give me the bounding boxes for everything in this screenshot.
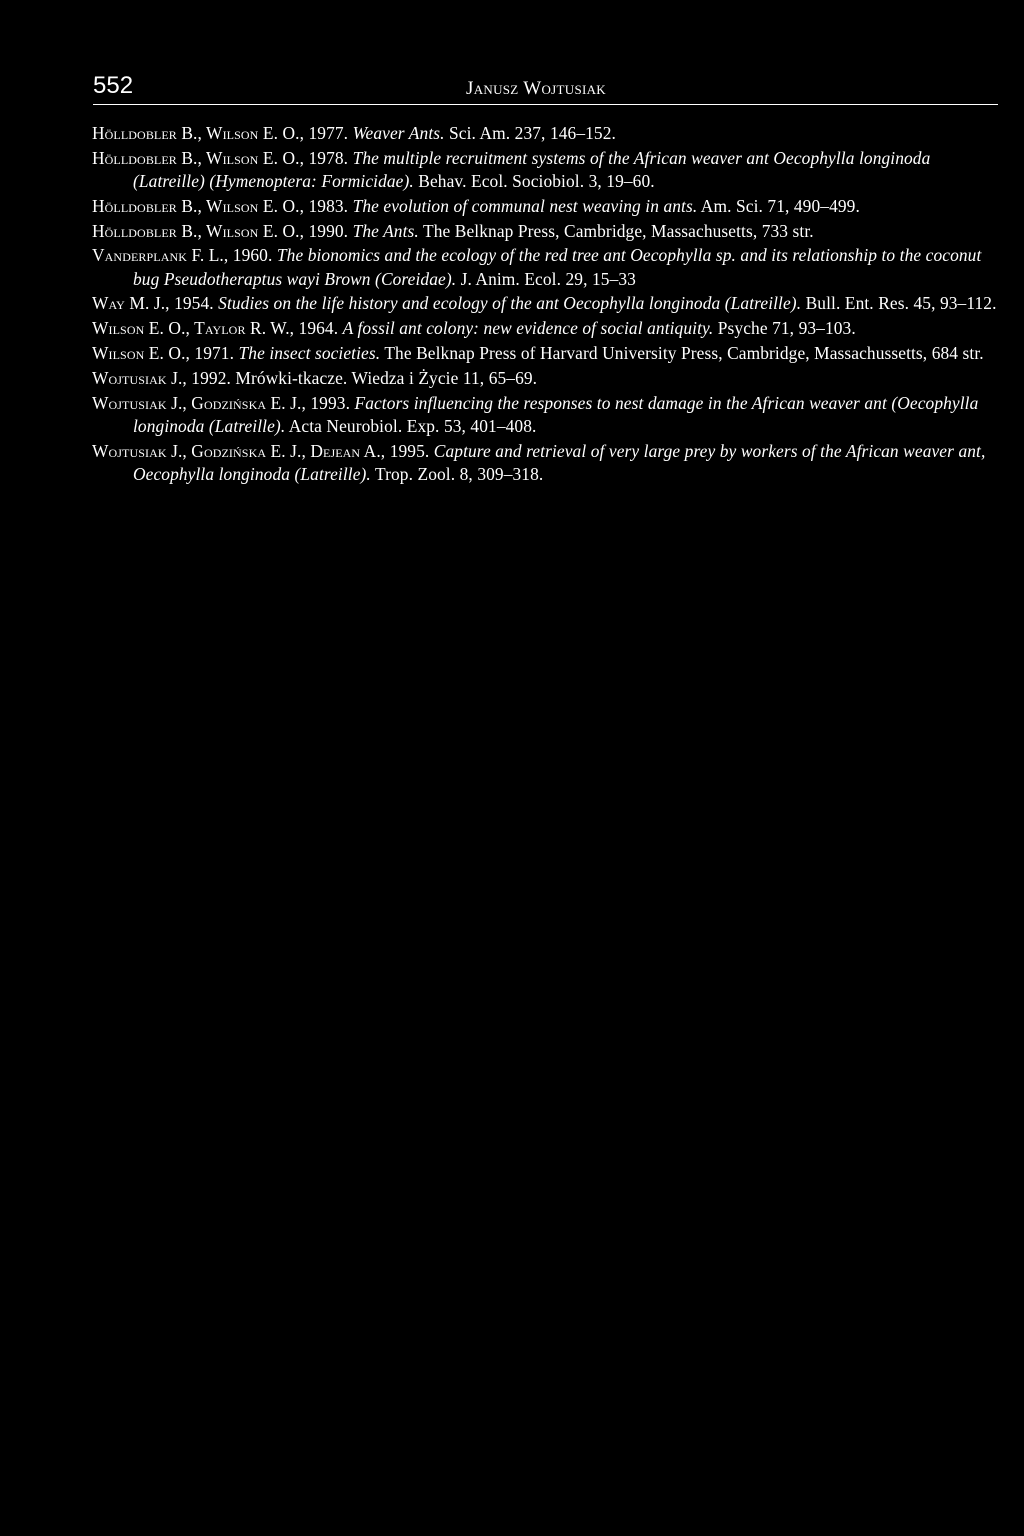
reference-authors: Vanderplank F. L., [92,245,229,266]
reference-entry [92,122,1000,145]
reference-source: The Belknap Press, Cambridge, Massachusetts, 733 str. [418,220,814,241]
reference-source: Am. Sci. 71, 490–499. [697,195,860,216]
reference-authors: Hölldobler B., Wilson E. O., [92,220,305,241]
reference-source: The Belknap Press of Harvard University Press, Cambridge, Massachussetts, 684 str. [380,342,984,363]
reference-authors: Hölldobler B., Wilson E. O., [92,195,305,216]
reference-title: Capture and retrieval of very large prey by workers of the African weaver ant, Oecophylla longinoda (Latreille). [133,440,986,484]
reference-year: 1993. [305,392,355,413]
reference-entry [92,367,1000,390]
reference-entry [92,440,1000,486]
reference-entry [92,317,1000,340]
reference-title: A fossil ant colony: new evidence of social antiquity. [342,318,714,339]
reference-authors: Wojtusiak J., [92,367,187,388]
page-number: 552 [93,72,134,99]
reference-title: The multiple recruitment systems of the African weaver ant Oecophylla longinoda (Latreille) (Hymenoptera: Formicidae). [133,147,931,191]
reference-title: The bionomics and the ecology of the red tree ant Oecophylla sp. and its relationship to the coconut bug Pseudotheraptus wayi Brown (Coreidae). [133,245,982,289]
reference-source: Behav. Ecol. Sociobiol. 3, 19–60. [413,171,655,191]
reference-title: The evolution of communal nest weaving in ants. [352,195,698,216]
reference-authors: Wilson E. O., Taylor R. W., [92,318,295,339]
reference-authors: Hölldobler B., Wilson E. O., [92,147,305,168]
reference-source: J. Anim. Ecol. 29, 15–33 [456,268,636,289]
running-head: Janusz Wojtusiak [466,78,606,99]
reference-source: Psyche 71, 93–103. [713,318,856,339]
reference-source: Bull. Ent. Res. 45, 93–112. [801,293,997,314]
reference-year: 1977. [304,123,353,143]
reference-authors: Wojtusiak J., Godzińska E. J., Dejean A., [92,440,386,461]
reference-year: 1960. [228,245,277,266]
reference-entry [92,392,1000,438]
reference-title: Studies on the life history and ecology of the ant Oecophylla longinoda (Latreille). [218,293,802,314]
reference-entry [92,244,1000,290]
reference-source: Sci. Am. 237, 146–152. [444,123,616,143]
reference-year: 1978. [304,147,353,168]
reference-title: Weaver Ants. [352,123,445,143]
reference-entry [92,147,1000,193]
reference-entry [92,292,1000,315]
reference-entry [92,195,1000,218]
reference-title: The Ants. [352,220,419,241]
reference-year: 1995. [385,440,434,461]
reference-authors: Way M. J., [92,293,170,314]
page-header [93,70,998,105]
reference-year: 1971. [189,342,239,363]
reference-source: Acta Neurobiol. Exp. 53, 401–408. [285,415,537,436]
reference-year: 1990. [304,220,353,241]
reference-list [92,122,1000,488]
reference-entry [92,220,1000,243]
reference-title: The insect societies. [238,342,381,363]
reference-title: Factors influencing the responses to nest damage in the African weaver ant (Oecophylla longinoda (Latreille). [133,392,979,436]
reference-authors: Wilson E. O., [92,342,190,363]
reference-year: 1964. [294,318,343,339]
reference-source: Mrówki-tkacze. Wiedza i Życie 11, 65–69. [235,367,538,388]
reference-entry [92,342,1000,365]
reference-year: 1992. [186,367,236,388]
reference-source: Trop. Zool. 8, 309–318. [370,463,544,484]
reference-year: 1954. [169,293,219,314]
reference-authors: Wojtusiak J., Godzińska E. J., [92,392,306,413]
reference-year: 1983. [304,195,353,216]
reference-authors: Hölldobler B., Wilson E. O., [92,123,305,143]
